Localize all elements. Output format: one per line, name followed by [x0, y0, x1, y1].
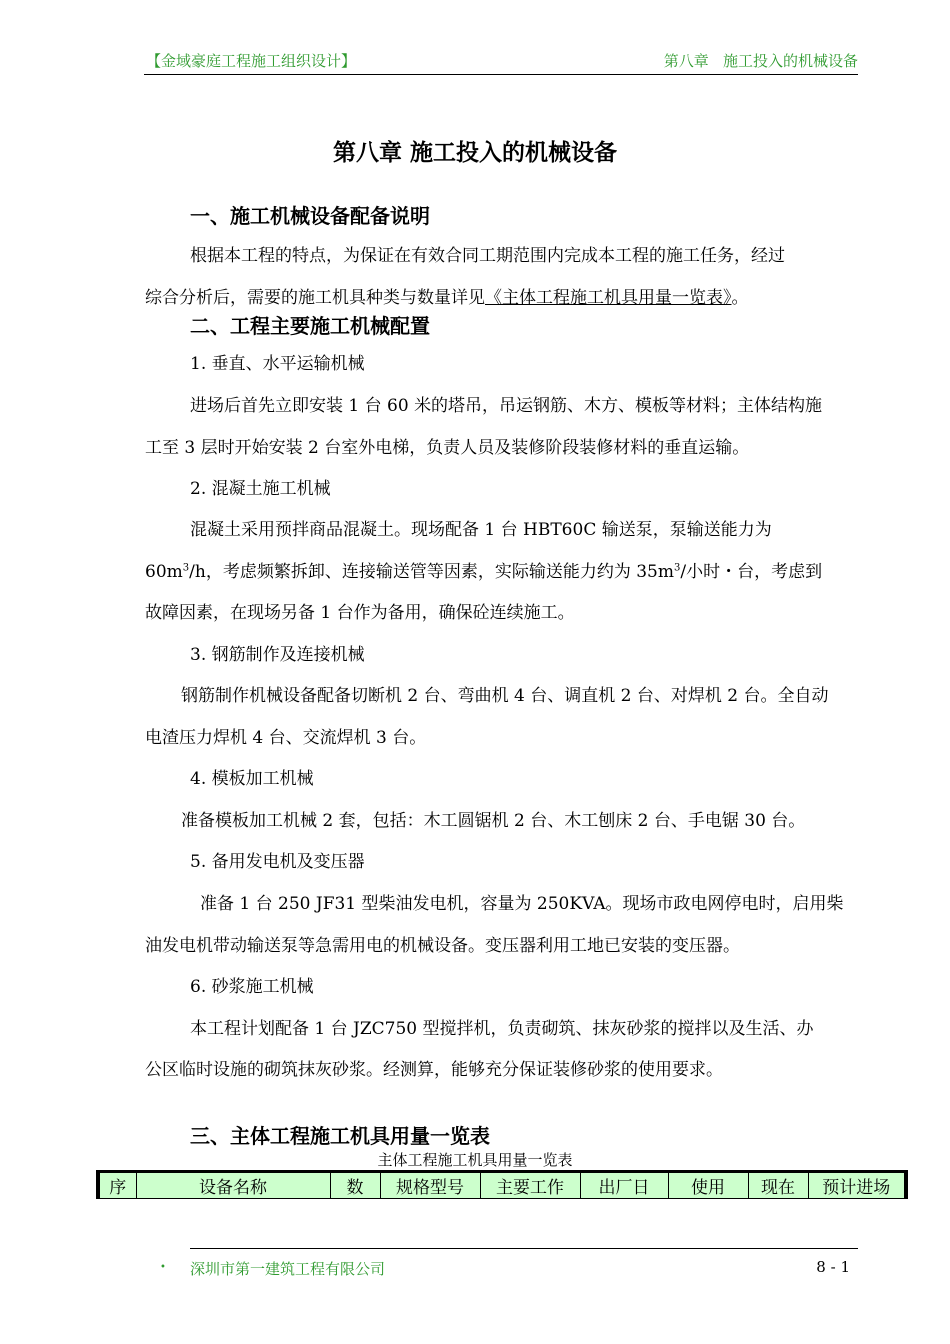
item-2-line: 混凝土采用预拌商品混凝土。现场配备 1 台 HBT60C 输送泵，泵输送能力为	[190, 520, 772, 540]
equipment-table	[96, 1170, 908, 1199]
item-6-line: 本工程计划配备 1 台 JZC750 型搅拌机，负责砌筑、抹灰砂浆的搅拌以及生活、办	[190, 1019, 814, 1039]
item-5-title: 5. 备用发电机及变压器	[190, 852, 365, 872]
item-2-line: 故障因素，在现场另备 1 台作为备用，确保砼连续施工。	[145, 603, 575, 623]
item-4-line: 准备模板加工机械 2 套，包括：木工圆锯机 2 台、木工刨床 2 台、手电锯 30 台。	[181, 811, 806, 831]
section-1-paragraph-line: 根据本工程的特点，为保证在有效合同工期范围内完成本工程的施工任务，经过	[190, 246, 785, 266]
item-6-line: 公区临时设施的砌筑抹灰砂浆。经测算，能够充分保证装修砂浆的使用要求。	[145, 1060, 723, 1080]
paragraph-text: /小时・台，考虑到	[680, 562, 823, 582]
section-3-title: 三、主体工程施工机具用量一览表	[190, 1124, 490, 1148]
paragraph-text: 60m	[145, 562, 183, 582]
paragraph-text: 综合分析后，需要的施工机具种类与数量详见	[145, 288, 485, 308]
table-header-row	[98, 1172, 906, 1199]
item-3-title: 3. 钢筋制作及连接机械	[190, 645, 365, 665]
section-2-title: 二、工程主要施工机械配置	[190, 314, 430, 338]
page-header-right: 第八章 施工投入的机械设备	[663, 52, 858, 70]
table-reference-link: 《主体工程施工机具用量一览表》	[485, 288, 732, 308]
column-header: 主要工作	[480, 1172, 580, 1199]
chapter-title: 第八章 施工投入的机械设备	[332, 139, 617, 166]
item-2-line	[145, 557, 822, 582]
column-header: 数	[330, 1172, 380, 1199]
item-6-title: 6. 砂浆施工机械	[190, 977, 314, 997]
section-1-paragraph-line	[145, 283, 749, 308]
item-1-line: 工至 3 层时开始安装 2 台室外电梯，负责人员及装修阶段装修材料的垂直运输。	[145, 438, 750, 458]
paragraph-text: /h，考虑频繁拆卸、连接输送管等因素，实际输送能力约为 35m	[189, 562, 674, 582]
superscript: 3	[673, 562, 681, 574]
item-5-line: 准备 1 台 250 JF31 型柴油发电机，容量为 250KVA。现场市政电网停电时，启用柴	[200, 894, 844, 914]
footer-bullet-icon: •	[160, 1262, 166, 1273]
paragraph-text: 。	[731, 288, 749, 308]
item-1-title: 1. 垂直、水平运输机械	[190, 354, 365, 374]
page-header-left: 【金域豪庭工程施工组织设计】	[146, 52, 357, 70]
table-caption: 主体工程施工机具用量一览表	[377, 1151, 573, 1169]
item-5-line: 油发电机带动输送泵等急需用电的机械设备。变压器利用工地已安装的变压器。	[145, 936, 740, 956]
item-3-line: 电渣压力焊机 4 台、交流焊机 3 台。	[145, 728, 427, 748]
section-1-title: 一、施工机械设备配备说明	[190, 204, 430, 228]
column-header: 序	[98, 1172, 136, 1199]
item-1-line: 进场后首先立即安装 1 台 60 米的塔吊，吊运钢筋、木方、模板等材料；主体结构施	[190, 396, 823, 416]
column-header: 规格型号	[380, 1172, 480, 1199]
item-4-title: 4. 模板加工机械	[190, 769, 314, 789]
column-header: 预计进场	[808, 1172, 906, 1199]
column-header: 使用	[668, 1172, 748, 1199]
column-header: 出厂日	[580, 1172, 668, 1199]
item-3-line: 钢筋制作机械设备配备切断机 2 台、弯曲机 4 台、调直机 2 台、对焊机 2 台。全自动	[181, 686, 829, 706]
column-header: 现在	[748, 1172, 808, 1199]
item-2-title: 2. 混凝土施工机械	[190, 479, 331, 499]
footer-company: 深圳市第一建筑工程有限公司	[190, 1260, 386, 1278]
page-number: 8 - 1	[816, 1258, 850, 1276]
superscript: 3	[182, 562, 190, 574]
column-header: 设备名称	[136, 1172, 330, 1199]
header-rule	[144, 74, 858, 75]
footer-rule	[190, 1248, 858, 1249]
